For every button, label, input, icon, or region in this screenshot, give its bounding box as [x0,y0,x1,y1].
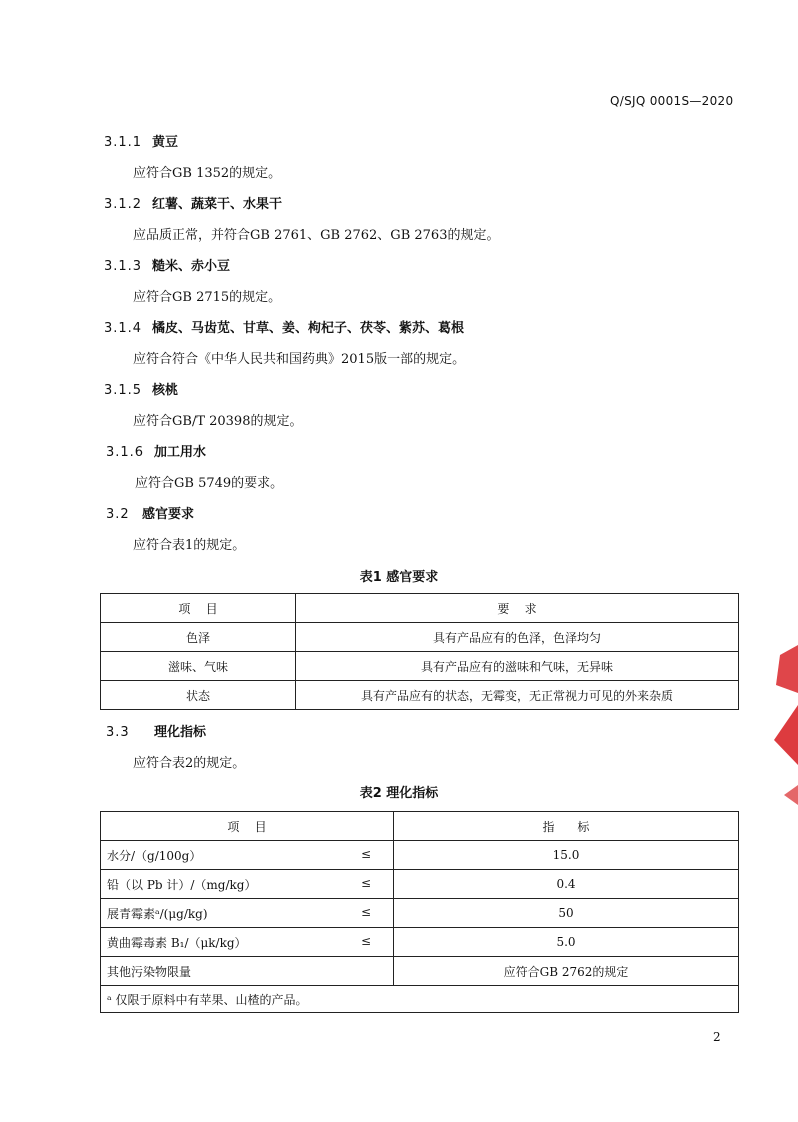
table-note-row [101,986,739,1013]
section-heading: 3.1.1 黄豆 [104,135,179,150]
table-header-cell: 指 标 [394,812,739,841]
table-row [101,681,739,710]
sensory-requirements-table [100,593,739,710]
section-body: 应符合GB/T 20398的规定。 [133,414,303,429]
section-heading: 3.2 感官要求 [106,507,195,522]
table-row [101,841,739,870]
section-body: 应符合表1的规定。 [133,538,246,553]
table-cell: 滋味、气味 [101,652,296,681]
table-footnote: ᵃ 仅限于原料中有苹果、山楂的产品。 [101,986,739,1013]
table-cell: 具有产品应有的色泽，色泽均匀 [296,623,739,652]
table-cell: 其他污染物限量 [101,957,394,986]
table-row [101,928,739,957]
section-heading: 3.3 理化指标 [106,725,207,740]
table-row [101,899,739,928]
section-body: 应品质正常，并符合GB 2761、GB 2762、GB 2763的规定。 [133,228,500,243]
section-heading: 3.1.4 橘皮、马齿苋、甘草、姜、枸杞子、茯苓、紫苏、葛根 [104,321,465,336]
section-heading: 3.1.3 糙米、赤小豆 [104,259,231,274]
section-body: 应符合表2的规定。 [133,756,246,771]
table-header-row [101,594,739,623]
table-cell: 铅（以 Pb 计）/（mg/kg） ≤ [101,870,394,899]
section-body: 应符合GB 5749的要求。 [135,476,284,491]
table-cell: 应符合GB 2762的规定 [394,957,739,986]
table-cell: 水分/（g/100g） ≤ [101,841,394,870]
table-header-cell: 项 目 [101,812,394,841]
section-heading: 3.1.6 加工用水 [106,445,207,460]
table-row [101,652,739,681]
table-cell: 0.4 [394,870,739,899]
section-body: 应符合GB 2715的规定。 [133,290,282,305]
table1-caption: 表1 感官要求 [359,570,439,585]
official-seal-stamp [770,645,798,815]
table-header-cell: 要 求 [296,594,739,623]
table-cell: 50 [394,899,739,928]
table-row [101,957,739,986]
table2-caption: 表2 理化指标 [359,786,439,801]
table-cell: 具有产品应有的状态，无霉变，无正常视力可见的外来杂质 [296,681,739,710]
section-body: 应符合GB 1352的规定。 [133,166,282,181]
section-heading: 3.1.2 红薯、蔬菜干、水果干 [104,197,283,212]
document-code: Q/SJQ 0001S—2020 [610,94,734,108]
table-row [101,623,739,652]
table-cell: 展青霉素ᵃ/(μg/kg) ≤ [101,899,394,928]
table-row [101,870,739,899]
table-cell: 具有产品应有的滋味和气味，无异味 [296,652,739,681]
table-cell: 黄曲霉毒素 B₁/（μk/kg） ≤ [101,928,394,957]
table-header-row [101,812,739,841]
table-header-cell: 项 目 [101,594,296,623]
physicochemical-index-table [100,811,739,1013]
section-body: 应符合符合《中华人民共和国药典》2015版一部的规定。 [133,352,466,367]
table-cell: 色泽 [101,623,296,652]
table-cell: 15.0 [394,841,739,870]
table-cell: 状态 [101,681,296,710]
table-cell: 5.0 [394,928,739,957]
page-number: 2 [713,1030,721,1044]
section-heading: 3.1.5 核桃 [104,383,179,398]
